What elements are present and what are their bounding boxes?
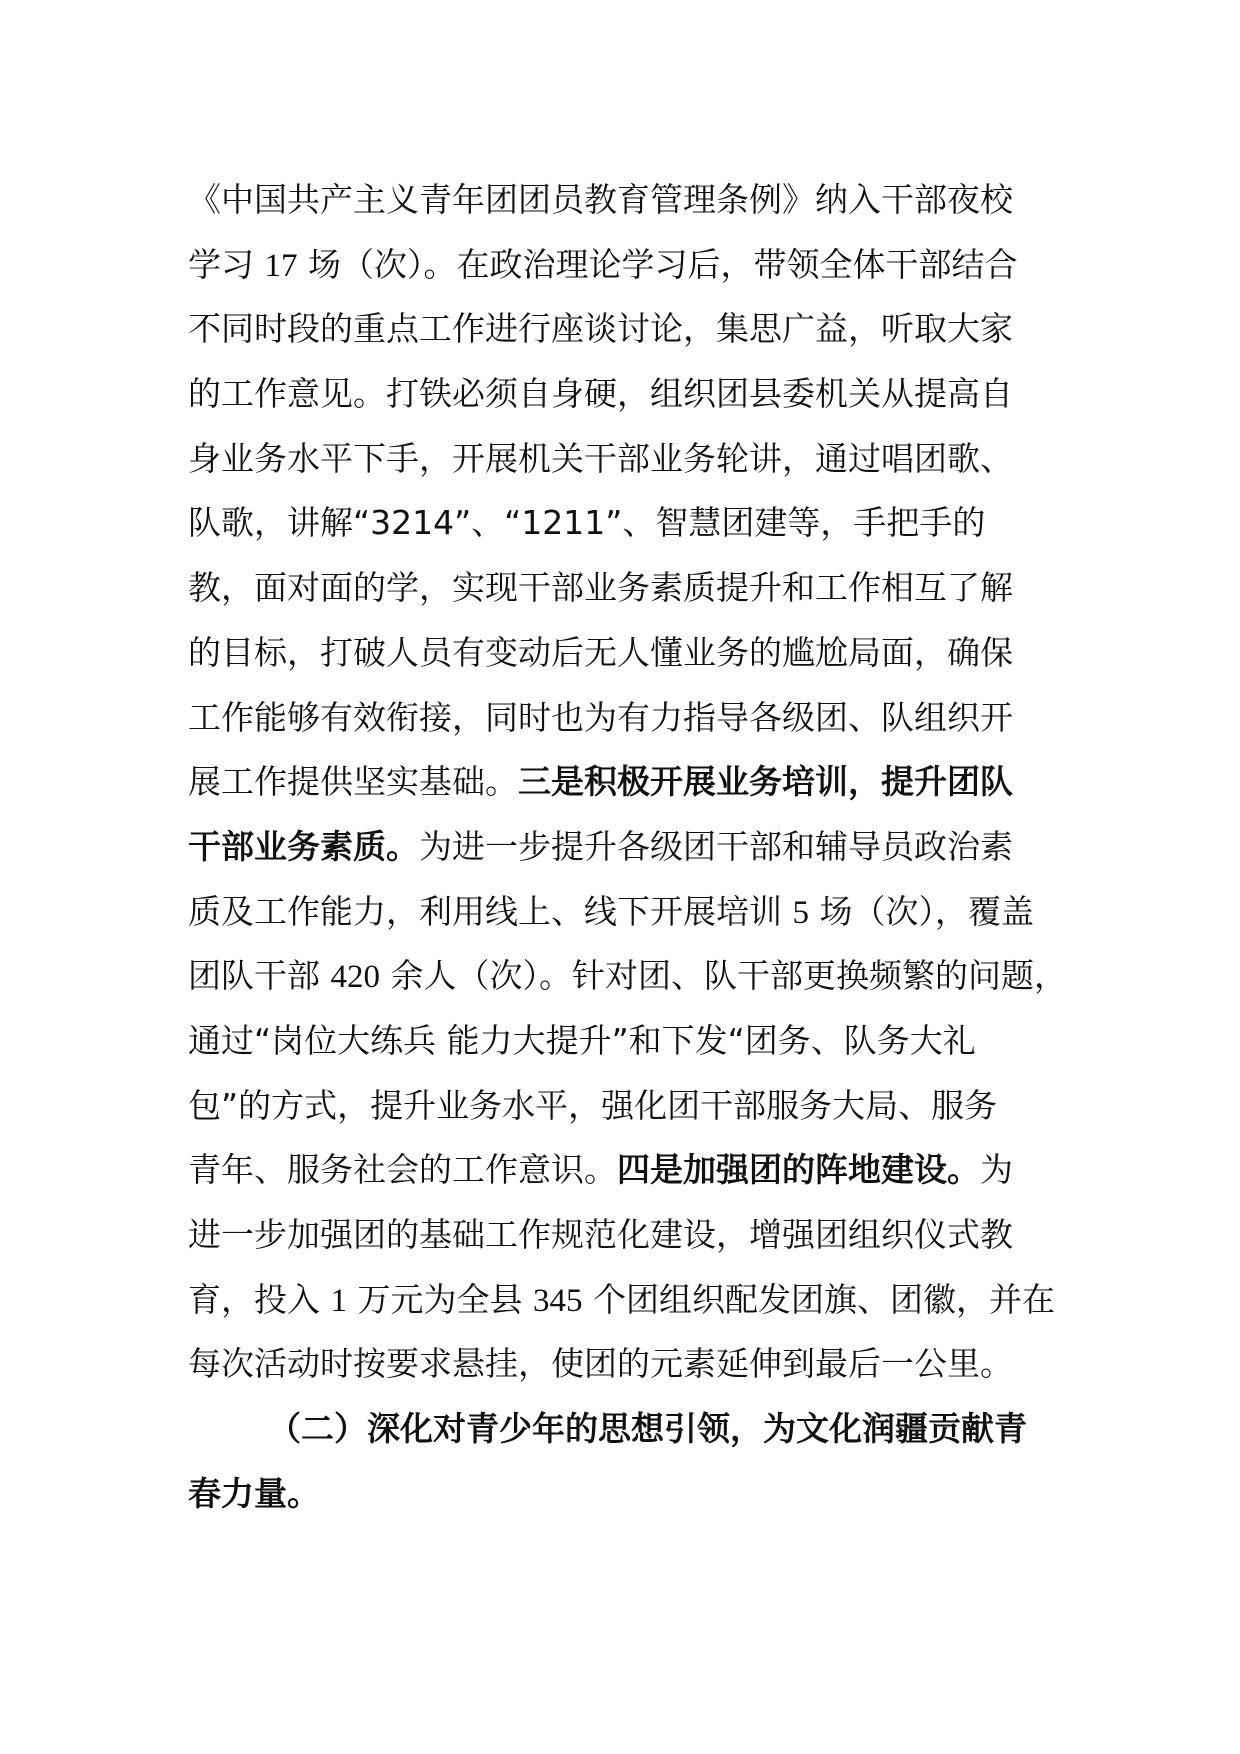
number-text: 1 bbox=[330, 1282, 347, 1319]
text-run: 通过“岗位大练兵 能力大提升”和下发“团务、队务大礼 bbox=[188, 1020, 976, 1060]
section-heading-line bbox=[188, 1397, 1068, 1462]
bold-text: 三是积极开展业务培训，提升团队 bbox=[518, 762, 1013, 802]
paragraph-line bbox=[188, 427, 1068, 492]
text-run: 团队干部 bbox=[188, 956, 331, 996]
text-run: 《中国共产主义青年团团员教育管理条例》纳入干部夜校 bbox=[188, 180, 1013, 219]
paragraph-line bbox=[188, 297, 1068, 362]
text-run: 教，面对面的学，实现干部业务素质提升和工作相互了解 bbox=[188, 568, 1013, 608]
text-run: 不同时段的重点工作进行座谈讨论，集思广益，听取大家 bbox=[188, 309, 1013, 349]
paragraph-line bbox=[188, 880, 1068, 945]
paragraph-line bbox=[188, 1203, 1068, 1268]
text-run: 展工作提供坚实基础。 bbox=[188, 762, 518, 802]
paragraph-line bbox=[188, 1138, 1068, 1203]
bold-text: 干部业务素质。 bbox=[188, 826, 419, 866]
paragraph-line bbox=[188, 491, 1068, 556]
text-run: 余人（次）。针对团、队干部更换频繁的问题， bbox=[380, 956, 1067, 996]
bold-text: （二）深化对青少年的思想引领，为文化润疆贡献青 bbox=[268, 1409, 1027, 1449]
number-text: 17 bbox=[264, 247, 298, 284]
text-run: 进一步加强团的基础工作规范化建设，增强团组织仪式教 bbox=[188, 1215, 1013, 1254]
text-run: 场（次），覆盖 bbox=[809, 891, 1034, 931]
paragraph-line bbox=[188, 815, 1068, 880]
body-text bbox=[188, 168, 1068, 1526]
bold-text: 春力量。 bbox=[188, 1473, 320, 1513]
paragraph-line bbox=[188, 750, 1068, 815]
number-text: 345 bbox=[532, 1282, 583, 1319]
number-text: 420 bbox=[330, 959, 380, 996]
paragraph-line bbox=[188, 621, 1068, 686]
text-run: 质及工作能力，利用线上、线下开展培训 bbox=[188, 891, 793, 931]
text-run: 工作能够有效衔接，同时也为有力指导各级团、队组织开 bbox=[188, 697, 1013, 737]
section-heading-line bbox=[188, 1462, 1068, 1527]
text-run: 的工作意见。打铁必须自身硬，组织团县委机关从提高自 bbox=[188, 374, 1013, 414]
text-run: 的目标，打破人员有变动后无人懂业务的尴尬局面，确保 bbox=[188, 632, 1013, 672]
paragraph-line bbox=[188, 362, 1068, 427]
bold-text: 四是加强团的阵地建设。 bbox=[617, 1150, 980, 1190]
text-run: 青年、服务社会的工作意识。 bbox=[188, 1150, 617, 1190]
paragraph-line bbox=[188, 1332, 1068, 1397]
text-run: 每次活动时按要求悬挂，使团的元素延伸到最后一公里。 bbox=[188, 1344, 1013, 1384]
text-run: 队歌，讲解“3214”、“1211”、智慧团建等，手把手的 bbox=[188, 503, 986, 543]
paragraph-line bbox=[188, 1009, 1068, 1074]
paragraph-line bbox=[188, 556, 1068, 621]
paragraph-line bbox=[188, 168, 1068, 233]
paragraph-line bbox=[188, 233, 1068, 298]
text-run: 为进一步提升各级团干部和辅导员政治素 bbox=[419, 826, 1013, 866]
text-run: 育，投入 bbox=[188, 1279, 331, 1319]
paragraph-line bbox=[188, 944, 1068, 1009]
text-run: 个团组织配发团旗、团徽，并在 bbox=[582, 1279, 1055, 1319]
text-run: 为 bbox=[980, 1150, 1013, 1190]
number-text: 5 bbox=[792, 894, 809, 931]
paragraph-line bbox=[188, 1074, 1068, 1139]
text-run: 场（次）。在政治理论学习后，带领全体干部结合 bbox=[297, 244, 1018, 284]
text-run: 万元为全县 bbox=[347, 1279, 533, 1319]
text-run: 学习 bbox=[188, 244, 265, 284]
paragraph-line bbox=[188, 1268, 1068, 1333]
text-run: 身业务水平下手，开展机关干部业务轮讲，通过唱团歌、 bbox=[188, 438, 1013, 478]
paragraph-line bbox=[188, 686, 1068, 751]
text-run: 包”的方式，提升业务水平，强化团干部服务大局、服务 bbox=[188, 1085, 998, 1125]
